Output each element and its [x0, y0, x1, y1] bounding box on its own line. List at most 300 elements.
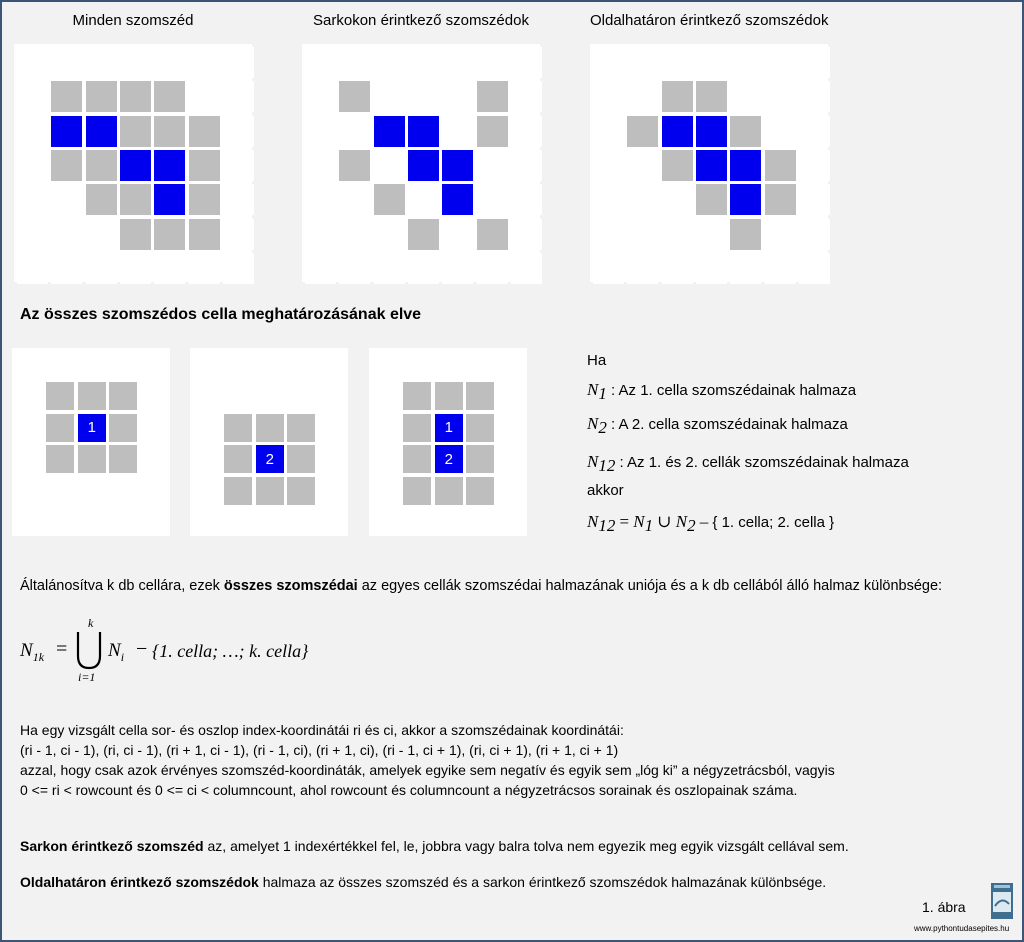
grid-cell: [466, 508, 494, 536]
grid-cell: [51, 184, 82, 215]
neighbor-cell: [46, 382, 74, 410]
grid-cell: [498, 414, 526, 442]
grid-cell: [477, 47, 508, 78]
grid-cell: [223, 219, 254, 250]
coords-line-3: azzal, hogy csak azok érvényes szomszéd-koordináták, amelyek egyike sem negatív és egyik sem „lóg ki” a négyzetrácsból, vagyis: [20, 762, 835, 778]
selected-cell: [696, 150, 727, 181]
neighbor-cell: [78, 382, 106, 410]
grid-cell: [765, 116, 796, 147]
book-logo-icon: [990, 882, 1014, 920]
f-n2: N: [675, 512, 688, 531]
neighbor-cell: [662, 150, 693, 181]
edge-def-bold: Oldalhatáron érintkező szomszédok: [20, 874, 259, 890]
neighbor-cell: [256, 477, 284, 505]
grid-cell: [498, 382, 526, 410]
neighbor-cell: [109, 414, 137, 442]
grid-cell: [339, 47, 370, 78]
f-n2-sub: 2: [687, 516, 696, 535]
selected-cell: [730, 184, 761, 215]
grid-cell: [141, 382, 169, 410]
grid-cell: [408, 184, 439, 215]
f-n12-sub: 12: [598, 516, 616, 535]
selected-cell: 2: [256, 445, 284, 473]
ha-label: Ha: [587, 352, 607, 369]
grid-cell: [372, 477, 400, 505]
grid-cell: [799, 253, 830, 284]
neighbor-cell: [696, 184, 727, 215]
grid-cell: [319, 477, 347, 505]
grid-cell: [223, 47, 254, 78]
grid-cell: [498, 508, 526, 536]
grid-cell: [305, 150, 336, 181]
neighbor-cell: [189, 219, 220, 250]
selected-cell: [120, 150, 151, 181]
grid-cell: [511, 116, 542, 147]
grid-cell: [256, 351, 284, 379]
grid-cell: [765, 81, 796, 112]
neighbor-cell: [477, 116, 508, 147]
gf-eq: =: [56, 638, 68, 660]
n1-desc: : Az 1. cella szomszédainak halmaza: [611, 382, 857, 399]
grid-cell: [372, 414, 400, 442]
grid-cell: [154, 47, 185, 78]
selected-cell: [442, 184, 473, 215]
grid-cell: [51, 47, 82, 78]
grid-cell: [109, 351, 137, 379]
n1-sub: 1: [598, 384, 607, 403]
grid-cell: [765, 253, 796, 284]
neighbor-cell: [287, 477, 315, 505]
grid-cell: [305, 184, 336, 215]
grid-cell: [339, 253, 370, 284]
selected-cell: [154, 184, 185, 215]
grid-cell: [408, 81, 439, 112]
grid-cell: [193, 414, 221, 442]
minus-sign: –: [699, 512, 709, 531]
gf-ni-sym: N: [108, 640, 121, 661]
grid-cell: [17, 47, 48, 78]
grid-cell: [799, 219, 830, 250]
grid-cell: [593, 47, 624, 78]
grid-cell: [442, 219, 473, 250]
grid-cell: [86, 253, 117, 284]
grid-cell: [498, 351, 526, 379]
grid-cell: [408, 47, 439, 78]
grid-cell: [319, 382, 347, 410]
grid-cell: [442, 116, 473, 147]
neighbor-cell: [466, 477, 494, 505]
grid-cell: [78, 508, 106, 536]
grid-cell: [78, 351, 106, 379]
neighbor-cell: [154, 219, 185, 250]
grid-cell: [372, 445, 400, 473]
grid-cell: [372, 508, 400, 536]
grid-cell: [193, 477, 221, 505]
neighbor-cell: [287, 414, 315, 442]
neighbor-cell: [224, 445, 252, 473]
edge-definition: [20, 872, 1010, 892]
neighbor-cell: [339, 81, 370, 112]
grid-cell: [477, 184, 508, 215]
grid-cell: [627, 253, 658, 284]
grid-cell: [799, 81, 830, 112]
neighbor-cell: [256, 414, 284, 442]
grid-cell: [109, 477, 137, 505]
grid-cell: [593, 184, 624, 215]
grid-cell: [15, 477, 43, 505]
grid-cell: [593, 81, 624, 112]
neighbor-cell: [46, 445, 74, 473]
grid-cell: [189, 81, 220, 112]
grid-cell: [305, 47, 336, 78]
gf-minus: −: [136, 638, 148, 660]
grid-cell: [120, 47, 151, 78]
grid-cell: [662, 219, 693, 250]
grid-cell: [223, 253, 254, 284]
grid-cell: [593, 219, 624, 250]
neighbor-cell: [189, 184, 220, 215]
grid-cell: [403, 508, 431, 536]
corner-definition: [20, 836, 1010, 856]
grid-cell: [511, 47, 542, 78]
grid-cell: [223, 150, 254, 181]
grid-cell: [17, 219, 48, 250]
neighbor-cell: [189, 116, 220, 147]
grid-cell: [305, 81, 336, 112]
neighbor-cell: [154, 116, 185, 147]
site-url: www.pythontudasepites.hu: [914, 924, 1010, 933]
n2-symbol: N: [587, 414, 599, 433]
f-n1: N: [633, 512, 645, 531]
gf-union-top: k: [88, 616, 94, 630]
grid-cell: [193, 351, 221, 379]
grid-cell: [511, 81, 542, 112]
neighbor-cell: [435, 477, 463, 505]
selected-cell: [408, 150, 439, 181]
selected-cell: 1: [78, 414, 106, 442]
grid-cell: [799, 116, 830, 147]
f-n1-sub: 1: [644, 516, 654, 535]
eq-sign: =: [619, 512, 630, 531]
grid-cell: [435, 508, 463, 536]
general-intro-bold: összes szomszédai: [223, 578, 358, 594]
neighbor-cell: [374, 184, 405, 215]
grid-cell: [224, 508, 252, 536]
grid-cell: [109, 508, 137, 536]
neighbor-cell: [466, 445, 494, 473]
grid-cell: [223, 81, 254, 112]
grid-cell: [403, 351, 431, 379]
grid-cell: [339, 184, 370, 215]
grid-edge-neighbors: [590, 44, 828, 282]
n12-symbol: N: [587, 452, 599, 471]
grid-cell: [141, 445, 169, 473]
grid-cell: [223, 184, 254, 215]
grid-cell: [305, 253, 336, 284]
grid-cell: [319, 414, 347, 442]
grid-cell: [442, 253, 473, 284]
neighbor-cell: [86, 150, 117, 181]
grid-cell: [17, 184, 48, 215]
neighbor-cell: [730, 219, 761, 250]
neighbor-cell: [477, 81, 508, 112]
akkor-label: akkor: [587, 482, 624, 499]
grid-cell: [765, 47, 796, 78]
grid-cell: [78, 477, 106, 505]
gf-n-sym: N: [20, 640, 33, 661]
neighbor-cell: [765, 184, 796, 215]
grid-cell: [627, 47, 658, 78]
neighbor-cell: [696, 81, 727, 112]
neighbor-cell: [403, 445, 431, 473]
n2-definition: [587, 414, 848, 438]
grid-cell: [15, 351, 43, 379]
grid-cell: [435, 351, 463, 379]
gf-ni: [108, 640, 124, 665]
neighbor-cell: [477, 219, 508, 250]
gf-ni-sub: i: [120, 649, 125, 664]
grid-cell: [141, 508, 169, 536]
grid-cell: [374, 219, 405, 250]
grid-cell: [511, 184, 542, 215]
gf-n: [20, 640, 44, 665]
formula-set: { 1. cella; 2. cella }: [712, 514, 835, 531]
neighbor-cell: [51, 150, 82, 181]
selected-cell: 1: [435, 414, 463, 442]
grid-cell: [86, 47, 117, 78]
neighbor-cell: [339, 150, 370, 181]
grid-cell: [511, 219, 542, 250]
neighbor-cell: [120, 116, 151, 147]
neighbor-cell: [224, 414, 252, 442]
selected-cell: [51, 116, 82, 147]
grid-cell: [86, 219, 117, 250]
coords-line-4: 0 <= ri < rowcount és 0 <= ci < columncount, ahol rowcount és columncount a négyzetrácsos sorainak és oszlopainak száma.: [20, 782, 798, 798]
n12-definition: [587, 452, 909, 476]
grid-cell: [696, 219, 727, 250]
grid-cell: [256, 382, 284, 410]
grid-cell: [223, 116, 254, 147]
grid-title-edge: Oldalhatáron érintkező szomszédok: [590, 12, 829, 29]
n2-sub: 2: [598, 418, 607, 437]
neighbor-cell: [730, 116, 761, 147]
grid-all-neighbors: [14, 44, 252, 282]
selected-cell: [154, 150, 185, 181]
grid-cell: [319, 445, 347, 473]
grid-cell: [17, 253, 48, 284]
neighbor-cell: [466, 414, 494, 442]
grid-cell: [372, 382, 400, 410]
neighbor-cell: [154, 81, 185, 112]
gf-union-bottom: i=1: [78, 670, 96, 684]
grid-cell: [15, 508, 43, 536]
selected-cell: [408, 116, 439, 147]
grid-cell: [141, 414, 169, 442]
grid-cell: [51, 219, 82, 250]
neighbor-cell: [403, 414, 431, 442]
figure-label: 1. ábra: [922, 899, 966, 915]
n12-sub: 12: [598, 456, 616, 475]
general-intro-after: az egyes cellák szomszédai halmazának uniója és a k db cellából álló halmaz különbsége:: [357, 578, 943, 594]
grid-cell: [193, 508, 221, 536]
neighbor-cell: [189, 150, 220, 181]
neighbor-cell: [86, 184, 117, 215]
neighbor-cell: [466, 382, 494, 410]
grid-cell: [466, 351, 494, 379]
principle-heading: Az összes szomszédos cella meghatározásának elve: [20, 306, 422, 323]
grid-corner-neighbors: [302, 44, 540, 282]
selected-cell: [696, 116, 727, 147]
grid-cell: [319, 508, 347, 536]
grid-cell: [730, 81, 761, 112]
grid-cell: [339, 219, 370, 250]
neighbor-cell: [46, 414, 74, 442]
grid-cell: [374, 81, 405, 112]
grid-cell: [46, 477, 74, 505]
grid-cell: [154, 253, 185, 284]
grid-cell: [593, 116, 624, 147]
grid-cell: [372, 351, 400, 379]
selected-cell: [442, 150, 473, 181]
grid-cell: [627, 81, 658, 112]
grid-cell: [17, 81, 48, 112]
grid-cell: [339, 116, 370, 147]
grid-cell: [442, 47, 473, 78]
grid-cell: [374, 47, 405, 78]
n12-desc: : Az 1. és 2. cellák szomszédainak halmaza: [619, 454, 909, 471]
n1-definition: [587, 380, 856, 404]
grid-cell: [189, 47, 220, 78]
grid-cell: [120, 253, 151, 284]
n1-symbol: N: [587, 380, 599, 399]
neighbor-cell: [224, 477, 252, 505]
general-intro-before: Általánosítva k db cellára, ezek: [20, 578, 224, 594]
grid-cell: [51, 253, 82, 284]
grid-cell: [498, 445, 526, 473]
coords-block: [20, 720, 1010, 800]
neighbor-cell: [408, 219, 439, 250]
selected-cell: [730, 150, 761, 181]
neighbor-cell: [403, 382, 431, 410]
corner-def-bold: Sarkon érintkező szomszéd: [20, 838, 204, 854]
neighbor-cell: [120, 219, 151, 250]
neighbor-cell: [627, 116, 658, 147]
grid-title-all: Minden szomszéd: [72, 12, 194, 29]
grid-cell: [511, 253, 542, 284]
neighbor-cell: [86, 81, 117, 112]
neighbor-cell: [51, 81, 82, 112]
n12-formula: [587, 512, 834, 536]
grid-cell: [224, 382, 252, 410]
neighbor-cell: [120, 81, 151, 112]
grid-cell: [256, 508, 284, 536]
grid-cell: [305, 219, 336, 250]
grid-cell: [627, 219, 658, 250]
grid-cell: [662, 253, 693, 284]
grid-cell: [696, 47, 727, 78]
grid-cell: [799, 47, 830, 78]
grid-cell: [141, 351, 169, 379]
general-formula: [20, 614, 350, 694]
grid-cell: [477, 150, 508, 181]
grid-cell: [662, 47, 693, 78]
neighbor-cell: [662, 81, 693, 112]
neighbor-cell: [109, 445, 137, 473]
neighbor-cell: [287, 445, 315, 473]
grid-cell: [193, 382, 221, 410]
grid-cell: [15, 414, 43, 442]
grid-cell: [17, 116, 48, 147]
neighbor-cell: [435, 382, 463, 410]
selected-cell: [86, 116, 117, 147]
grid-cell: [662, 184, 693, 215]
grid-cells12-neighbors: [369, 348, 527, 536]
grid-cell: [593, 150, 624, 181]
grid-cell: [498, 477, 526, 505]
coords-line-1: Ha egy vizsgált cella sor- és oszlop index-koordinátái ri és ci, akkor a szomszédainak koordinátái:: [20, 722, 624, 738]
grid-cell: [442, 81, 473, 112]
grid-cell: [477, 253, 508, 284]
grid-cell: [765, 219, 796, 250]
grid-cell: [799, 184, 830, 215]
grid-cell: [141, 477, 169, 505]
neighbor-cell: [765, 150, 796, 181]
grid-cell: [730, 253, 761, 284]
selected-cell: [374, 116, 405, 147]
union-sign: ∪: [657, 512, 672, 531]
neighbor-cell: [109, 382, 137, 410]
grid-cell: [511, 150, 542, 181]
grid-cell: [193, 445, 221, 473]
coords-line-2: (ri - 1, ci - 1), (ri, ci - 1), (ri + 1, ci - 1), (ri - 1, ci), (ri + 1, ci), (ri - 1, ci + 1), (ri, ci + 1), (ri + 1, ci + 1): [20, 742, 619, 758]
corner-def-rest: az, amelyet 1 indexértékkel fel, le, jobbra vagy balra tolva nem egyezik meg egyik vizsgált cellával sem.: [203, 838, 849, 854]
gf-set: {1. cella; …; k. cella}: [152, 641, 309, 661]
grid-cell: [15, 445, 43, 473]
neighbor-cell: [78, 445, 106, 473]
grid-cell: [305, 116, 336, 147]
big-union-icon: [74, 630, 104, 672]
general-intro: [20, 576, 1010, 596]
selected-cell: 2: [435, 445, 463, 473]
grid-cell: [319, 351, 347, 379]
grid-cell: [730, 47, 761, 78]
grid-cell: [408, 253, 439, 284]
grid-cell1-neighbors: [12, 348, 170, 536]
grid-cell: [287, 508, 315, 536]
grid-cell: [189, 253, 220, 284]
grid-cell: [696, 253, 727, 284]
grid-cell: [374, 150, 405, 181]
grid-title-corner: Sarkokon érintkező szomszédok: [313, 12, 529, 29]
neighbor-cell: [403, 477, 431, 505]
grid-cell: [46, 508, 74, 536]
grid-cell: [374, 253, 405, 284]
grid-cell: [287, 351, 315, 379]
grid-cell: [17, 150, 48, 181]
grid-cell2-neighbors: [190, 348, 348, 536]
grid-cell: [46, 351, 74, 379]
n2-desc: : A 2. cella szomszédainak halmaza: [611, 416, 848, 433]
grid-cell: [224, 351, 252, 379]
grid-cell: [627, 150, 658, 181]
selected-cell: [662, 116, 693, 147]
grid-cell: [799, 150, 830, 181]
grid-cell: [593, 253, 624, 284]
grid-cell: [627, 184, 658, 215]
f-n12: N: [587, 512, 599, 531]
neighbor-cell: [120, 184, 151, 215]
grid-cell: [15, 382, 43, 410]
